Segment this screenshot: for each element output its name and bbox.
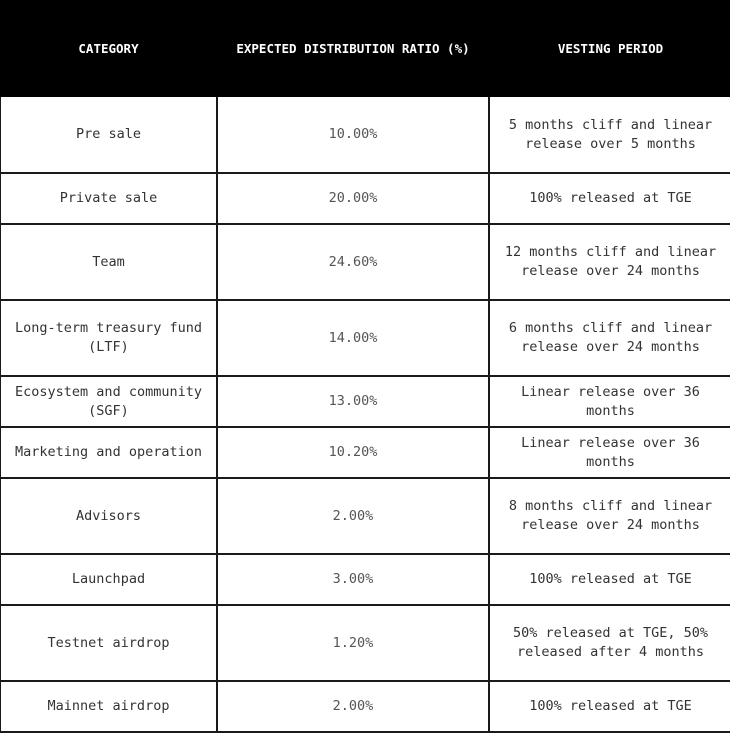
ratio-cell: 20.00% <box>217 173 489 224</box>
vesting-cell: 12 months cliff and linear release over 24 months <box>489 224 730 300</box>
ratio-cell: 2.00% <box>217 478 489 554</box>
category-cell: Marketing and operation <box>0 427 217 478</box>
vesting-cell: 100% released at TGE <box>489 681 730 732</box>
category-cell: Pre sale <box>0 97 217 173</box>
table-row <box>0 173 730 224</box>
vesting-cell: 50% released at TGE, 50% released after 4 months <box>489 605 730 681</box>
vesting-cell: Linear release over 36 months <box>489 376 730 427</box>
table-row <box>0 97 730 173</box>
category-cell: Testnet airdrop <box>0 605 217 681</box>
category-cell: Mainnet airdrop <box>0 681 217 732</box>
category-cell: Ecosystem and community (SGF) <box>0 376 217 427</box>
ratio-cell: 10.00% <box>217 97 489 173</box>
vesting-cell: Linear release over 36 months <box>489 427 730 478</box>
header-ratio: EXPECTED DISTRIBUTION RATIO (%) <box>217 0 489 97</box>
vesting-cell: 100% released at TGE <box>489 173 730 224</box>
table-row <box>0 224 730 300</box>
ratio-cell: 13.00% <box>217 376 489 427</box>
table-row <box>0 681 730 732</box>
category-cell: Team <box>0 224 217 300</box>
header-category: CATEGORY <box>0 0 217 97</box>
category-cell: Long-term treasury fund (LTF) <box>0 300 217 376</box>
ratio-cell: 24.60% <box>217 224 489 300</box>
vesting-cell: 5 months cliff and linear release over 5 months <box>489 97 730 173</box>
category-cell: Launchpad <box>0 554 217 605</box>
header-row <box>0 0 730 97</box>
vesting-cell: 6 months cliff and linear release over 24 months <box>489 300 730 376</box>
table-row <box>0 554 730 605</box>
table-row <box>0 478 730 554</box>
ratio-cell: 14.00% <box>217 300 489 376</box>
table-row <box>0 376 730 427</box>
table-row <box>0 300 730 376</box>
ratio-cell: 10.20% <box>217 427 489 478</box>
category-cell: Advisors <box>0 478 217 554</box>
table-row <box>0 427 730 478</box>
ratio-cell: 2.00% <box>217 681 489 732</box>
vesting-cell: 100% released at TGE <box>489 554 730 605</box>
ratio-cell: 3.00% <box>217 554 489 605</box>
vesting-cell: 8 months cliff and linear release over 24 months <box>489 478 730 554</box>
table-row <box>0 605 730 681</box>
header-vesting: VESTING PERIOD <box>489 0 730 97</box>
category-cell: Private sale <box>0 173 217 224</box>
ratio-cell: 1.20% <box>217 605 489 681</box>
